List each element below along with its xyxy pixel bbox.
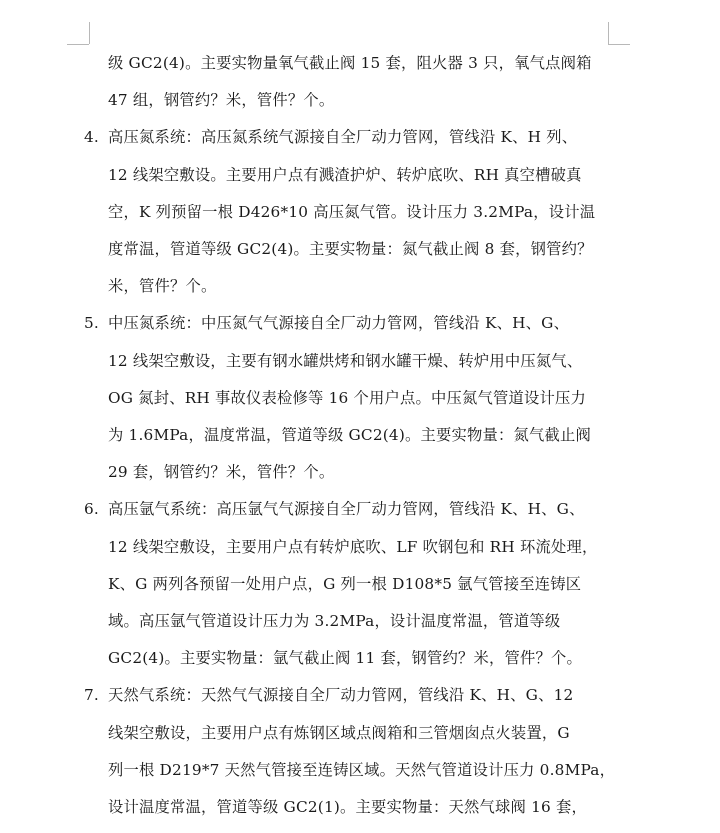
text-line: 高压氩气系统：高压氩气气源接自全厂动力管网，管线沿 K、H、G、 <box>108 500 585 519</box>
page-corner-mark-top-left-vertical <box>89 22 90 44</box>
text-line: 29 套，钢管约？米，管件？个。 <box>108 463 335 482</box>
text-line: 12 线架空敷设。主要用户点有溅渣护炉、转炉底吹、RH 真空槽破真 <box>108 165 582 184</box>
list-number: 4. <box>84 128 99 147</box>
list-item <box>84 305 612 491</box>
page-corner-mark-top-left <box>67 44 89 45</box>
list-number: 5. <box>84 314 99 333</box>
text-line: 域。高压氩气管道设计压力为 3.2MPa，设计温度常温，管道等级 <box>108 612 561 631</box>
document-body <box>84 45 616 826</box>
text-line: K、G 两列各预留一处用户点，G 列一根 D108*5 氩气管接至连铸区 <box>108 574 582 593</box>
text-line: 线架空敷设，主要用户点有炼钢区域点阀箱和三管烟囱点火装置，G <box>108 723 570 742</box>
list-item <box>84 491 612 677</box>
continuation-paragraph <box>108 45 612 119</box>
list-item <box>84 119 612 305</box>
list-number: 7. <box>84 686 99 705</box>
text-line: 度常温，管道等级 GC2(4)。主要实物量：氮气截止阀 8 套，钢管约？ <box>108 240 593 259</box>
text-line: 设计温度常温，管道等级 GC2(1)。主要实物量：天然气球阀 16 套， <box>108 798 587 817</box>
text-line: GC2(4)。主要实物量：氩气截止阀 11 套，钢管约？米，管件？个。 <box>108 649 582 668</box>
text-line: 12 线架空敷设，主要用户点有转炉底吹、LF 吹钢包和 RH 环流处理， <box>108 537 598 556</box>
text-line: 47 组，钢管约？米，管件？个。 <box>108 91 335 110</box>
list-item <box>84 677 616 826</box>
text-line: 空，K 列预留一根 D426*10 高压氮气管。设计压力 3.2MPa，设计温 <box>108 202 596 221</box>
text-line: 级 GC2(4)。主要实物量氧气截止阀 15 套，阻火器 3 只，氧气点阀箱 <box>108 54 592 72</box>
text-line: 12 线架空敷设，主要有钢水罐烘烤和钢水罐干燥、转炉用中压氮气、 <box>108 351 583 370</box>
text-line: 高压氮系统：高压氮系统气源接自全厂动力管网，管线沿 K、H 列、 <box>108 128 578 147</box>
text-line: OG 氮封、RH 事故仪表检修等 16 个用户点。中压氮气管道设计压力 <box>108 388 586 407</box>
page-corner-mark-top-right-vertical <box>608 22 609 44</box>
text-line: 中压氮系统：中压氮气气源接自全厂动力管网，管线沿 K、H、G、 <box>108 314 570 333</box>
text-line: 列一根 D219*7 天然气管接至连铸区域。天然气管道设计压力 0.8MPa， <box>108 760 616 779</box>
text-line: 米，管件？个。 <box>108 277 217 296</box>
list-number: 6. <box>84 500 99 519</box>
text-line: 为 1.6MPa，温度常温，管道等级 GC2(4)。主要实物量：氮气截止阀 <box>108 426 591 445</box>
text-line: 天然气系统：天然气气源接自全厂动力管网，管线沿 K、H、G、12 <box>108 686 574 705</box>
